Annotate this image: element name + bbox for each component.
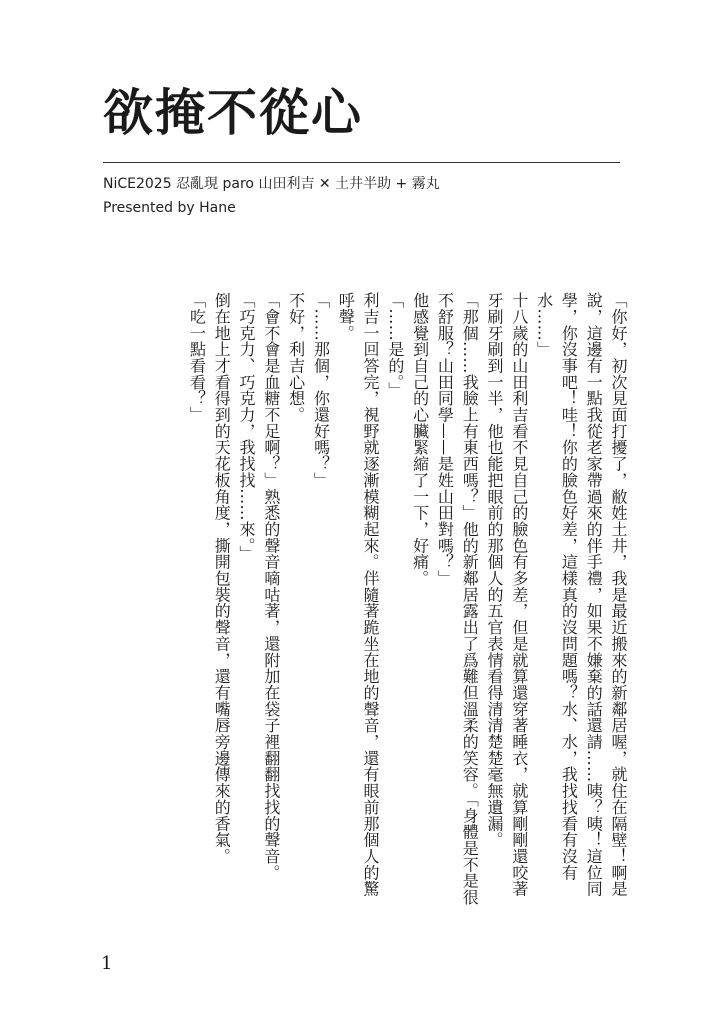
story-body <box>90 292 630 912</box>
document-title: 欲掩不從心 <box>103 83 363 142</box>
author-byline: Presented by Hane <box>103 200 236 216</box>
paragraph: 倒在地上才看得到的天花板角度，撕開包裝的聲音，還有嘴唇旁邊傳來的香氣。 <box>212 292 232 865</box>
paragraph: 「吃一點看看？」 <box>187 292 207 423</box>
title-divider <box>103 162 620 163</box>
paragraph: 十八歲的山田利吉看不見自己的臉色有多差，但是就算還穿著睡衣，就算剛剛還咬著牙刷牙刷到一半，他也能把眼前的那個人的五官表情看得清清楚楚毫無遺漏。 <box>485 292 529 897</box>
paragraph: 利吉一回答完，視野就逐漸模糊起來。伴隨著跪坐在地的聲音，還有眼前那個人的驚呼聲。 <box>336 292 381 897</box>
paragraph: 「你好，初次見面打擾了，敝姓土井，我是最近搬來的新鄰居喔，就住在隔壁！啊是說，這邊有一點我從老家帶過來的伴手禮，如果不嫌棄的話還請……咦？咦！這位同學，你沒事吧！哇！你的臉色好差，這樣真的沒問題嗎？水、水，我找找看有沒有水……」 <box>534 292 628 897</box>
paragraph: 「那個……我臉上有東西嗎？」他的新鄰居露出了爲難但溫柔的笑容。「身體是不是很不舒服？山田同學——是姓山田對嗎？」 <box>435 292 480 906</box>
paragraph: 他感覺到自己的心臟緊縮了一下，好痛。 <box>410 292 430 587</box>
paragraph: 「巧克力、巧克力，我找找……來。」 <box>237 292 257 562</box>
paragraph: 「……是的。」 <box>385 292 405 399</box>
paragraph: 「會不會是血糖不足啊？」熟悉的聲音嘀咕著，還附加在袋子裡翻翻找找的聲音。 <box>261 292 281 881</box>
paragraph: 「……那個，你還好嗎？」 <box>311 292 331 489</box>
paragraph: 不好，利吉心想。 <box>286 292 306 423</box>
event-info: NiCE2025 忍亂現 paro 山田利吉 ✕ 土井半助 + 霧丸 <box>103 176 440 192</box>
page-number: 1 <box>101 953 113 974</box>
